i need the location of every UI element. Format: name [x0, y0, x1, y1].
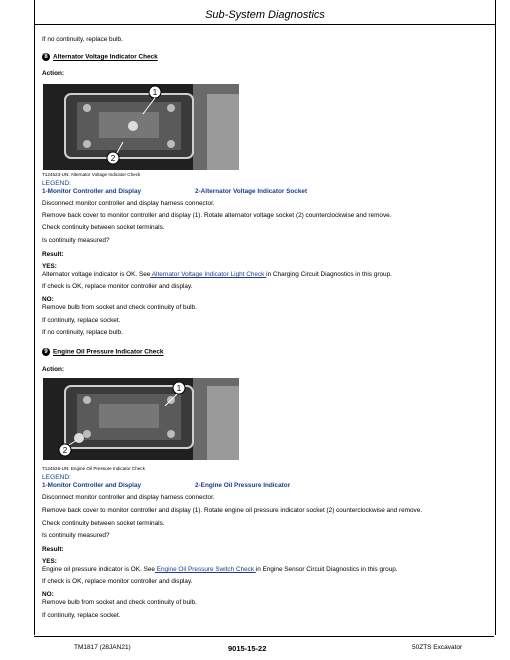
no-text: If continuity, replace socket.	[42, 612, 121, 619]
yes-text-post: in Engine Sensor Circuit Diagnostics in this group.	[255, 566, 398, 573]
legend-title: LEGEND:	[42, 180, 71, 187]
legend-item-1: 1-Monitor Controller and Display	[42, 482, 142, 489]
step-9-title: Engine Oil Pressure Indicator Check	[53, 348, 164, 356]
step-9-heading[interactable]	[42, 348, 163, 357]
oil-pressure-indicator-photo	[43, 378, 239, 460]
yes-text-pre: Alternator voltage indicator is OK. See	[42, 271, 151, 278]
figure-caption: T124523-UN: Alternator Voltage Indicator Check	[42, 172, 141, 177]
legend-item-1: 1-Monitor Controller and Display	[42, 188, 142, 195]
result-label: Result:	[42, 251, 64, 258]
action-label: Action:	[42, 366, 65, 373]
yes-text-post: in Charging Circuit Diagnostics in this group.	[266, 271, 392, 278]
no-text: If continuity, replace socket.	[42, 317, 121, 324]
question-text: Is continuity measured?	[42, 237, 110, 244]
svg-text:1: 1	[176, 384, 182, 393]
step-number-badge: 8	[42, 53, 50, 61]
no-text: If no continuity, replace bulb.	[42, 329, 123, 336]
no-label: NO:	[42, 296, 54, 303]
no-text: Remove bulb from socket and check continuity of bulb.	[42, 304, 197, 311]
yes-text-pre: Engine oil pressure indicator is OK. See	[42, 566, 155, 573]
figure-caption: T124526-UN: Engine Oil Pressure Indicator Check	[42, 466, 145, 471]
legend-item-2: 2-Alternator Voltage Indicator Socket	[195, 188, 308, 195]
page-frame	[34, 0, 496, 635]
action-label: Action:	[42, 70, 65, 77]
header-divider	[35, 24, 495, 25]
question-text: Is continuity measured?	[42, 532, 110, 539]
step-8-title: Alternator Voltage Indicator Check	[53, 53, 158, 61]
yes-text	[42, 566, 398, 574]
legend-title: LEGEND:	[42, 474, 71, 481]
oil-pressure-switch-check-link[interactable]: Engine Oil Pressure Switch Check	[154, 566, 256, 573]
no-label: NO:	[42, 591, 54, 598]
step-text: Remove back cover to monitor controller and display (1). Rotate engine oil pressure indicator socket (2) counterclockwise and remove.	[42, 507, 423, 514]
footer-model: 50ZTS Excavator	[412, 644, 463, 651]
svg-text:2: 2	[110, 154, 116, 163]
result-label: Result:	[42, 546, 64, 553]
yes-followup: If check is OK, replace monitor controller and display.	[42, 283, 193, 290]
step-text: Check continuity between socket terminals.	[42, 520, 165, 527]
step-text: Disconnect monitor controller and display harness connector.	[42, 494, 215, 501]
yes-text	[42, 271, 392, 279]
continuity-note: If no continuity, replace bulb.	[42, 36, 123, 43]
step-text: Remove back cover to monitor controller and display (1). Rotate alternator voltage socket (2) counterclockwise and remove.	[42, 212, 392, 219]
step-text: Disconnect monitor controller and display harness connector.	[42, 200, 215, 207]
page-title: Sub-System Diagnostics	[205, 9, 325, 21]
yes-label: YES:	[42, 263, 57, 270]
svg-text:2: 2	[62, 446, 68, 455]
alternator-indicator-photo	[43, 84, 239, 170]
step-number-badge: 9	[42, 348, 50, 356]
footer-page-number: 9015-15-22	[228, 644, 267, 653]
alternator-light-check-link[interactable]: Alternator Voltage Indicator Light Check	[150, 271, 267, 278]
legend-item-2: 2-Engine Oil Pressure Indicator	[195, 482, 291, 489]
footer-doc-id: TM1817 (28JAN21)	[74, 644, 131, 651]
svg-text:1: 1	[152, 88, 158, 97]
yes-label: YES:	[42, 558, 57, 565]
yes-followup: If check is OK, replace monitor controller and display.	[42, 578, 193, 585]
step-text: Check continuity between socket terminals.	[42, 224, 165, 231]
footer-divider	[34, 636, 494, 637]
no-text: Remove bulb from socket and check continuity of bulb.	[42, 599, 197, 606]
step-8-heading[interactable]	[42, 53, 158, 62]
